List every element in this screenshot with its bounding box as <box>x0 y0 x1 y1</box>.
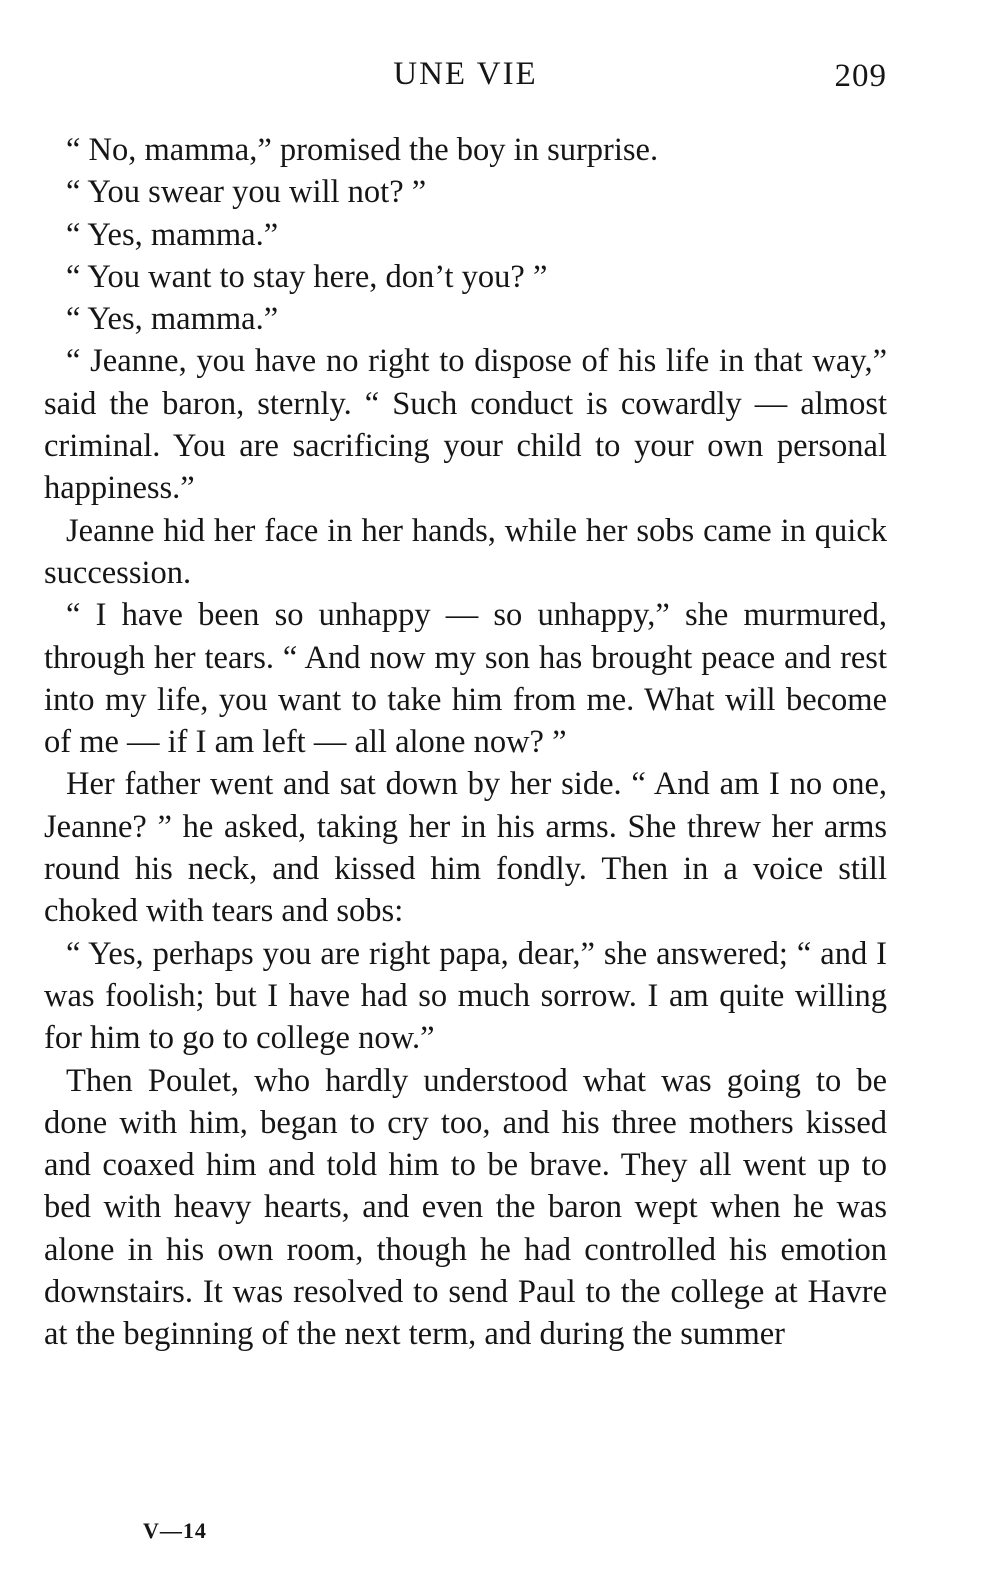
paragraph: “ You swear you will not? ” <box>66 174 427 211</box>
paragraph: “ I have been so unhappy — so unhappy,” she murmured, through her tears. “ And now my son has brought peace and rest into my life, you want to take him from me. What will become of me — if I am left — all alone now? ” <box>44 597 887 761</box>
paragraph: Jeanne hid her face in her hands, while her sobs came in quick succession. <box>44 512 887 591</box>
paragraph: “ Yes, mamma.” <box>66 301 279 338</box>
paragraph: Her father went and sat down by her side. “ And am I no one, Jeanne? ” he asked, taking her in his arms. She threw her arms round his neck, and kissed him fondly. Then in a voice still choked with tears and sobs: <box>44 766 887 930</box>
paragraph: “ You want to stay here, don’t you? ” <box>66 258 548 295</box>
book-page <box>44 52 887 1356</box>
paragraph: “ Yes, perhaps you are right papa, dear,” she answered; “ and I was foolish; but I have had so much sorrow. I am quite willing for him to go to college now.” <box>44 935 887 1057</box>
paragraph: “ Yes, mamma.” <box>66 216 279 253</box>
running-head <box>44 52 887 104</box>
paragraph: Then Poulet, who hardly understood what was going to be done with him, began to cry too, and his three mothers kissed and coaxed him and told him to be brave. They all went up to bed with heavy hearts, and even the baron wept when he was alone in his own room, though he had controlled his emotion downstairs. It was resolved to send Paul to the college at Havre at the beginning of the next term, and during the summer <box>44 1062 887 1353</box>
body-text <box>44 129 887 1356</box>
signature-mark: V—14 <box>143 1518 207 1543</box>
paragraph: “ Jeanne, you have no right to dispose of his life in that way,” said the baron, sternly. “ Such conduct is cowardly — almost criminal. You are sacrificing your child to your own personal happiness.” <box>44 343 887 507</box>
paragraph: “ No, mamma,” promised the boy in surprise. <box>66 132 659 168</box>
page-number: 209 <box>834 58 887 94</box>
running-title: UNE VIE <box>393 56 538 92</box>
